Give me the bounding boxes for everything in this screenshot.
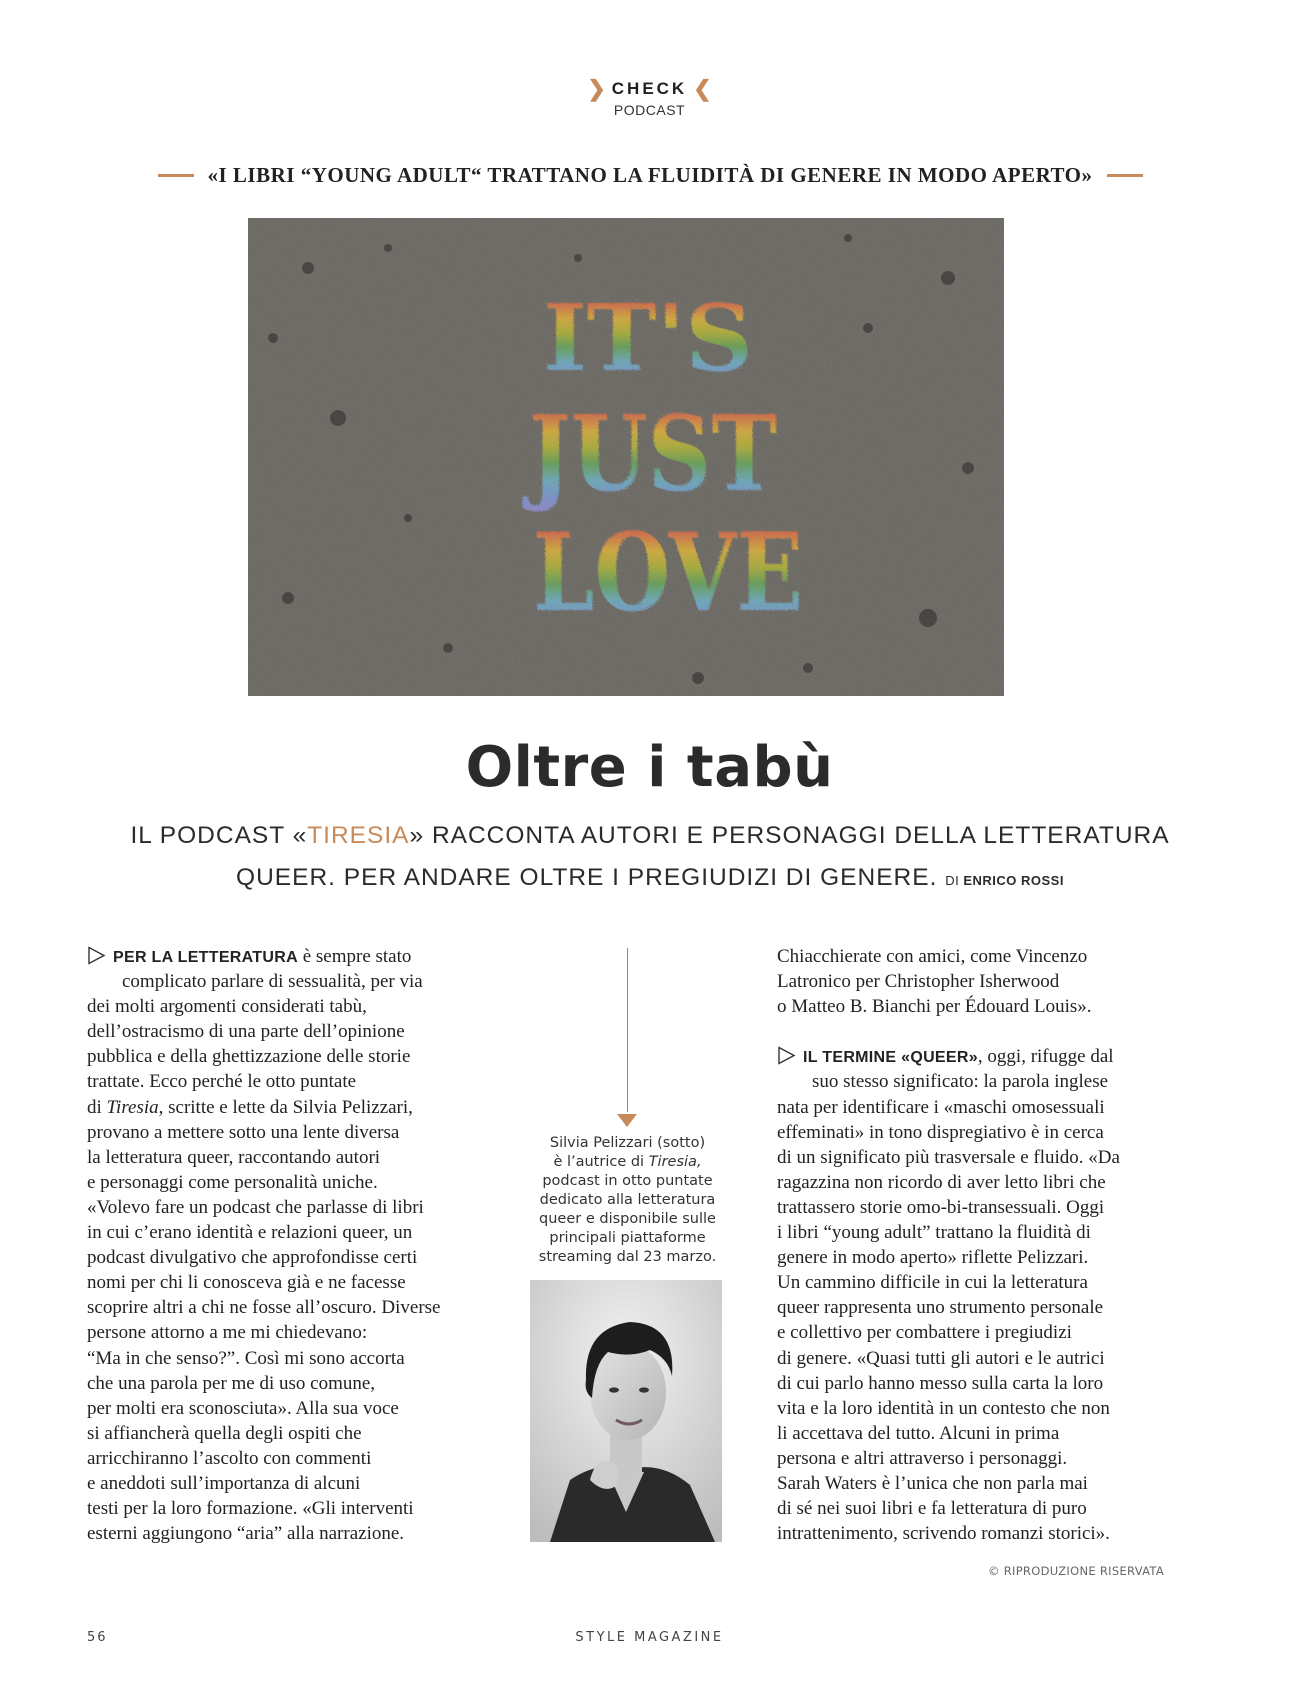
col3-line: Sarah Waters è l’unica che non parla mai <box>777 1472 1088 1494</box>
col1-line: dei molti argomenti considerati tabù, <box>87 996 367 1018</box>
col3-line: ragazzina non ricordo di aver letto libri che <box>777 1171 1106 1193</box>
byline <box>945 873 1064 888</box>
paragraph-gap <box>777 1019 1197 1044</box>
col3-line: suo stesso significato: la parola inglese <box>812 1071 1109 1093</box>
chevron-right-icon: ❯ <box>587 76 606 101</box>
col3-line: queer rappresenta uno strumento personale <box>777 1297 1104 1319</box>
col1-line: provano a mettere sotto una lente diversa <box>87 1121 400 1143</box>
col1-line: dell’ostracismo di una parte dell’opinione <box>87 1021 405 1043</box>
article-deck-line-1 <box>60 822 1240 850</box>
page-number: 56 <box>87 1630 108 1645</box>
pull-quote <box>100 160 1200 190</box>
col3-line: vita e la loro identità in un contesto che non <box>777 1397 1110 1419</box>
article-title: Oltre i tabù <box>465 735 834 800</box>
col1-line: “Ma in che senso?”. Così mi sono accorta <box>87 1347 405 1369</box>
col3-line: Chiacchierate con amici, come Vincenzo <box>777 946 1088 967</box>
col3-line: genere in modo aperto» riflette Pelizzari. <box>777 1247 1089 1269</box>
col1-line: e personaggi come personalità uniche. <box>87 1171 378 1193</box>
photo-caption <box>515 1134 740 1267</box>
article-deck-line-2 <box>60 864 1240 892</box>
hero-photo <box>248 218 1004 696</box>
col1-line: in cui c’erano identità e relazioni queer, un <box>87 1222 413 1244</box>
deck-rest: » RACCONTA AUTORI E PERSONAGGI DELLA LETTERATURA <box>409 822 1170 849</box>
stencil-word-2: JUST <box>522 392 777 515</box>
col1-line: si affiancherà quella degli ospiti che <box>87 1422 362 1444</box>
column-3 <box>777 944 1197 1546</box>
col3-line: di genere. «Quasi tutti gli autori e le autrici <box>777 1347 1105 1369</box>
col3-line: effeminati» in tono dispregiativo è in cerca <box>777 1121 1104 1143</box>
col1-line: che una parola per me di uso comune, <box>87 1372 376 1394</box>
podcast-name: Tiresia <box>106 1096 159 1118</box>
col3-line: di un significato più trasversale e fluido. «Da <box>777 1146 1120 1168</box>
caption-line: queer e disponibile sulle <box>539 1211 716 1227</box>
col1-first-rest: è sempre stato <box>297 946 412 967</box>
col3-line: Latronico per Christopher Isherwood <box>777 971 1060 993</box>
quote-rule-left <box>158 174 194 177</box>
deck-prefix: IL PODCAST « <box>130 822 308 849</box>
col1-line: nomi per chi li conosceva già e ne facesse <box>87 1272 406 1294</box>
copyright-notice: © RIPRODUZIONE RISERVATA <box>987 1564 1164 1578</box>
magazine-name: STYLE MAGAZINE <box>575 1630 724 1645</box>
col1-first-line <box>87 944 487 969</box>
col1-line-suffix: , scritte e lette da Silvia Pelizzari, <box>158 1096 413 1118</box>
col1-line: trattate. Ecco perché le otto puntate <box>87 1071 357 1093</box>
caption-line: principali piattaforme <box>549 1230 706 1246</box>
col3-line: i libri “young adult” trattano la fluidità di <box>777 1222 1091 1244</box>
caption-line-prefix: è l’autrice di <box>553 1154 649 1170</box>
col1-line: complicato parlare di sessualità, per via <box>122 971 423 993</box>
col1-line: scoprire altri a chi ne fosse all’oscuro. Diverse <box>87 1297 441 1319</box>
col3-line: Un cammino difficile in cui la letteratura <box>777 1272 1088 1294</box>
col3-lead: IL TERMINE «QUEER» <box>803 1049 978 1067</box>
col3-line: li accettava del tutto. Alcuni in prima <box>777 1422 1060 1444</box>
caption-line-italic <box>515 1153 740 1172</box>
caption-podcast-name: Tiresia, <box>648 1154 702 1170</box>
triangle-play-icon <box>87 946 107 965</box>
col1-line: esterni aggiungono “aria” alla narrazione. <box>87 1523 405 1545</box>
caption-line: streaming dal 23 marzo. <box>538 1249 717 1265</box>
col3-line: trattassero storie omo-bi-transessuali. Oggi <box>777 1196 1105 1218</box>
col3-line: persona e altri attraverso i personaggi. <box>777 1447 1068 1469</box>
pull-quote-text: «I LIBRI “YOUNG ADULT“ TRATTANO LA FLUIDITÀ DI GENERE IN MODO APERTO» <box>207 162 1093 187</box>
byline-author: ENRICO ROSSI <box>963 873 1064 888</box>
caption-line: Silvia Pelizzari (sotto) <box>549 1135 706 1151</box>
col3-paragraph-first-line <box>777 1044 1197 1069</box>
col3-line: o Matteo B. Bianchi per Édouard Louis». <box>777 996 1092 1018</box>
col3-line: intrattenimento, scrivendo romanzi storici». <box>777 1523 1110 1545</box>
col3-line: di sé nei suoi libri e fa letteratura di puro <box>777 1498 1087 1520</box>
col1-line: «Volevo fare un podcast che parlasse di libri <box>87 1196 424 1218</box>
col1-line: testi per la loro formazione. «Gli interventi <box>87 1498 414 1520</box>
col3-line: di cui parlo hanno messo sulla carta la loro <box>777 1372 1104 1394</box>
stencil-word-3: LOVE <box>533 510 803 636</box>
caption-line: podcast in otto puntate <box>542 1173 713 1189</box>
section-label: PODCAST <box>613 102 686 118</box>
col1-lead: PER LA LETTERATURA <box>113 949 298 966</box>
col1-line: la letteratura queer, raccontando autori <box>87 1146 381 1168</box>
col3-line: nata per identificare i «maschi omosessuali <box>777 1096 1105 1118</box>
arrow-down-icon <box>617 1114 637 1127</box>
triangle-play-icon <box>777 1046 797 1065</box>
col1-line: arricchiranno l’ascolto con commenti <box>87 1447 372 1469</box>
col1-line-tiresia <box>87 1095 487 1120</box>
quote-rule-right <box>1107 174 1143 177</box>
author-portrait-photo <box>530 1280 722 1542</box>
col1-line: per molti era sconosciuta». Alla sua voce <box>87 1397 399 1419</box>
caption-line: dedicato alla letteratura <box>539 1192 716 1208</box>
col3-line: e collettivo per combattere i pregiudizi <box>777 1322 1072 1344</box>
kicker-label: CHECK <box>611 79 688 98</box>
col1-line: podcast divulgativo che approfondisse certi <box>87 1247 418 1269</box>
column-1 <box>87 944 487 1546</box>
byline-di: DI <box>945 873 960 888</box>
chevron-left-icon: ❮ <box>693 76 712 101</box>
col1-line-prefix: di <box>87 1096 107 1118</box>
col3-first-rest: , oggi, rifugge dal <box>977 1046 1114 1068</box>
col1-line: persone attorno a me mi chiedevano: <box>87 1322 368 1344</box>
deck-highlight: TIRESIA <box>307 822 410 849</box>
deck-line-2: QUEER. PER ANDARE OLTRE I PREGIUDIZI DI GENERE. <box>236 864 938 891</box>
col1-line: pubblica e della ghettizzazione delle storie <box>87 1046 411 1068</box>
caption-pointer-line <box>627 948 628 1112</box>
stencil-word-1: IT'S <box>543 284 753 392</box>
section-kicker <box>0 76 1299 102</box>
col1-line: e aneddoti sull’importanza di alcuni <box>87 1472 361 1494</box>
